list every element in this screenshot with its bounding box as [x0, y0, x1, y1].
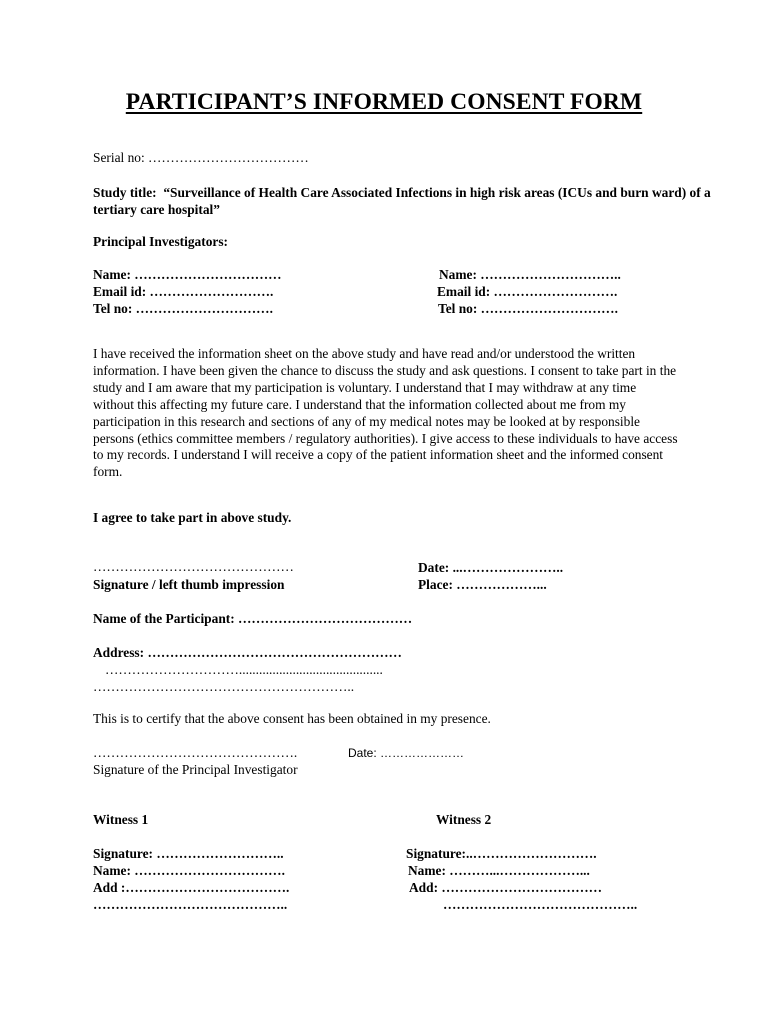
address-line-2: …………………………...........................................: [105, 662, 383, 677]
pi2-email-line: Email id: ……………………….: [437, 284, 618, 299]
address-line-3: …………………………………………………..: [93, 679, 355, 694]
study-title-text: “Surveillance of Health Care Associated Infections in high risk areas (ICUs and burn ward) of a tertiary care hospital”: [93, 185, 711, 217]
signature-label: Signature / left thumb impression: [93, 577, 285, 592]
pi1-name-line: Name: ……………………………: [93, 267, 282, 282]
agree-statement: I agree to take part in above study.: [93, 510, 292, 525]
address-line-1: Address: …………………………………………………: [93, 645, 402, 660]
certify-statement: This is to certify that the above consent has been obtained in my presence.: [93, 711, 491, 726]
witness2-signature-line: Signature:..……………………….: [406, 846, 597, 861]
witness1-address-line: Add :……………………………….: [93, 880, 290, 895]
page-title: PARTICIPANT’S INFORMED CONSENT FORM: [125, 89, 643, 115]
pi1-tel-line: Tel no: ………………………….: [93, 301, 273, 316]
witness1-address-extra: ……………………………………..: [93, 897, 288, 912]
witness2-address-extra: ……………………………………..: [443, 897, 638, 912]
witness1-signature-line: Signature: ………………………..: [93, 846, 284, 861]
witness1-name-line: Name: …………………………….: [93, 863, 285, 878]
witness2-address-line: Add: ………………………………: [409, 880, 603, 895]
place-line: Place: ………………...: [418, 577, 547, 592]
witness2-heading: Witness 2: [436, 812, 492, 827]
participant-name-line: Name of the Participant: …………………………………: [93, 611, 413, 626]
pi2-tel-line: Tel no: ………………………….: [438, 301, 618, 316]
pi2-name-line: Name: …………………………..: [439, 267, 621, 282]
witness1-heading: Witness 1: [93, 812, 149, 827]
pi1-email-line: Email id: ……………………….: [93, 284, 274, 299]
consent-paragraph: I have received the information sheet on the above study and have read and/or understood the written information. I have been given the chance to discuss the study and ask questions. I consent to take part in the study and I am aware that my participation is voluntary. I understand that I may withdraw at any time without this affecting my future care. I understand that the information collected about me from my participation in this research and sections of any of my medical notes may be looked at by responsible persons (ethics committee members / regulatory authorities). I give access to these individuals to have access to my records. I understand I will receive a copy of the patient information sheet and the informed consent form.: [93, 346, 678, 480]
date-line: Date: ...…………………..: [418, 560, 564, 575]
witness2-name-line: Name: ………...………………...: [408, 863, 590, 878]
pi-signature-date: Date: …………………: [348, 746, 465, 760]
signature-dotted-line: ………………………………………: [93, 559, 294, 574]
principal-investigators-heading: Principal Investigators:: [93, 234, 229, 249]
serial-number-line: Serial no: ………………………………: [93, 150, 309, 165]
study-title-label: Study title:: [93, 185, 157, 200]
pi-signature-dotted-line: ……………………………………….: [93, 745, 298, 760]
study-title: [93, 184, 713, 218]
pi-signature-label: Signature of the Principal Investigator: [93, 762, 298, 777]
